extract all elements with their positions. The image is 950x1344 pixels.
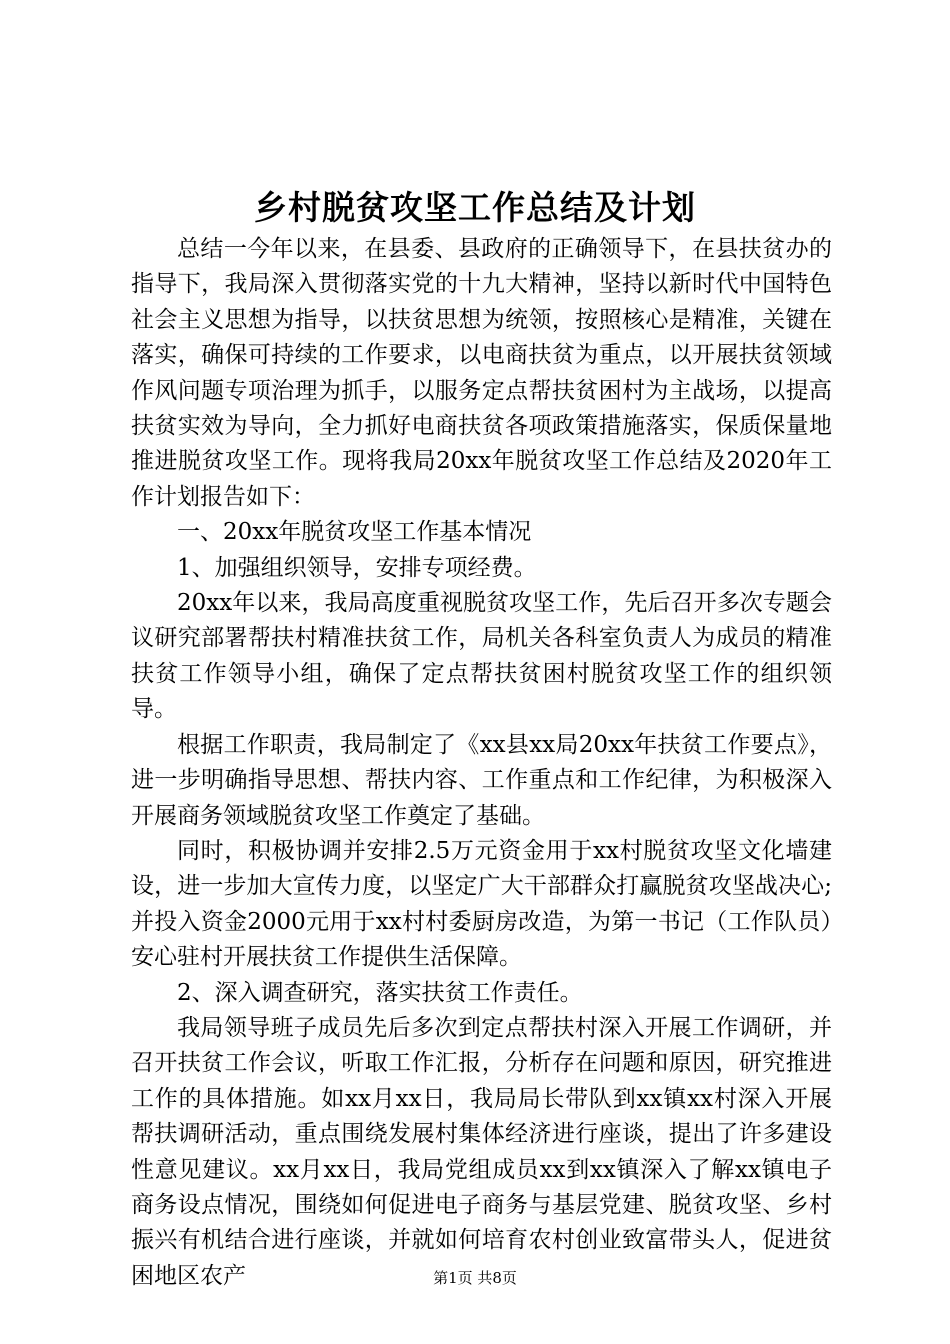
paragraph-work-plan: 根据工作职责，我局制定了《xx县xx局20xx年扶贫工作要点》，进一步明确指导思想、帮扶内容、工作重点和工作纪律，为积极深入开展商务领域脱贫攻坚工作奠定了基础。	[131, 731, 832, 829]
page-number: 第1页 共8页	[433, 1269, 517, 1287]
subsection-heading-2: 2、深入调查研究，落实扶贫工作责任。	[177, 979, 583, 1006]
paragraph-organization: 20xx年以来，我局高度重视脱贫攻坚工作，先后召开多次专题会议研究部署帮扶村精准扶贫工作，局机关各科室负责人为成员的精准扶贫工作领导小组，确保了定点帮扶贫困村脱贫攻坚工作的组织领导。	[131, 590, 832, 723]
paragraph-funding: 同时，积极协调并安排2.5万元资金用于xx村脱贫攻坚文化墙建设，进一步加大宣传力度，以坚定广大干部群众打赢脱贫攻坚战决心;并投入资金2000元用于xx村村委厨房改造，为第一书记（工作队员）安心驻村开展扶贫工作提供生活保障。	[131, 837, 832, 971]
subsection-heading-1: 1、加强组织领导，安排专项经费。	[177, 554, 537, 581]
document-title: 乡村脱贫攻坚工作总结及计划	[254, 188, 696, 227]
paragraph-research: 我局领导班子成员先后多次到定点帮扶村深入开展工作调研，并召开扶贫工作会议，听取工作汇报，分析存在问题和原因，研究推进工作的具体措施。如xx月xx日，我局局长带队到xx镇xx村深入开展帮扶调研活动，重点围绕发展村集体经济进行座谈，提出了许多建设性意见建议。xx月xx日，我局党组成员xx到xx镇深入了解xx镇电子商务设点情况，围绕如何促进电子商务与基层党建、脱贫攻坚、乡村振兴有机结合进行座谈，并就如何培育农村创业致富带头人，促进贫困地区农产	[131, 1014, 832, 1289]
section-heading-1: 一、20xx年脱贫攻坚工作基本情况	[177, 519, 532, 546]
paragraph-intro: 总结一今年以来，在县委、县政府的正确领导下，在县扶贫办的指导下，我局深入贯彻落实党的十九大精神，坚持以新时代中国特色社会主义思想为指导，以扶贫思想为统领，按照核心是精准，关键在落实，确保可持续的工作要求，以电商扶贫为重点，以开展扶贫领域作风问题专项治理为抓手，以服务定点帮扶贫困村为主战场，以提高扶贫实效为导向，全力抓好电商扶贫各项政策措施落实，保质保量地推进脱贫攻坚工作。现将我局20xx年脱贫攻坚工作总结及2020年工作计划报告如下：	[131, 236, 832, 510]
document-body	[131, 232, 832, 1294]
